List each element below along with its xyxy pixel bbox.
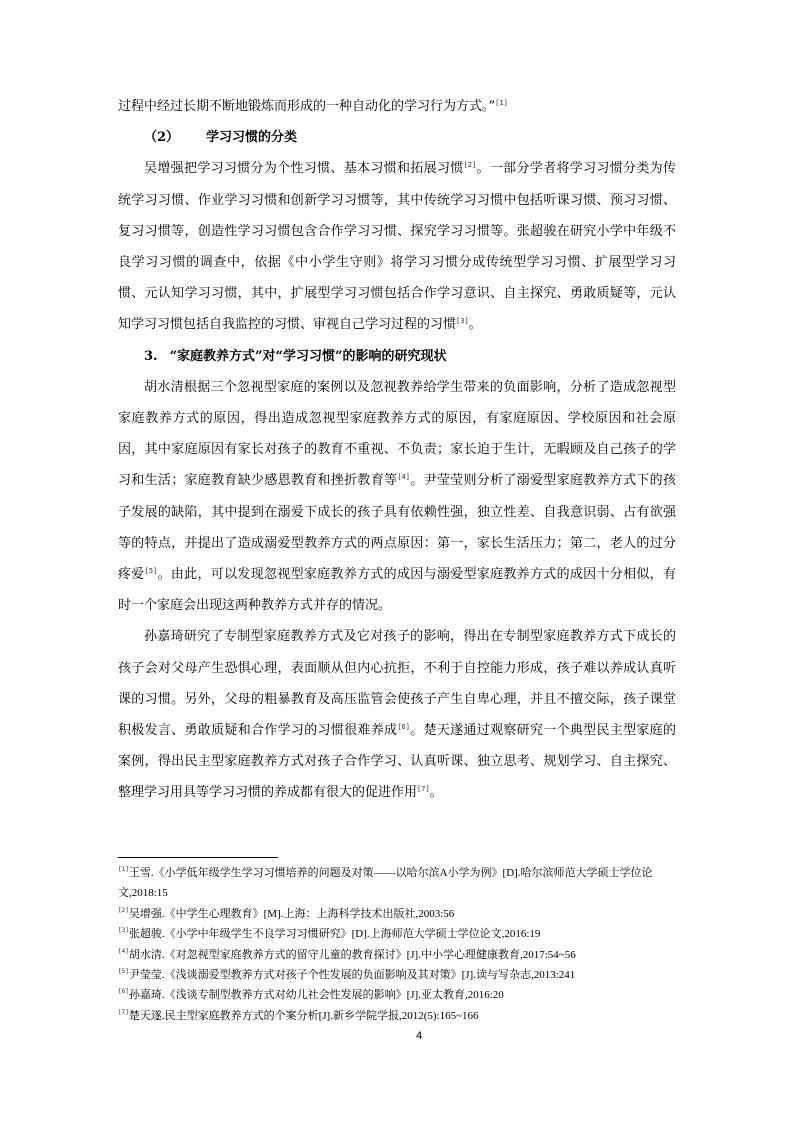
footnote-ref: [3] — [456, 317, 469, 326]
footnote-item — [118, 904, 676, 924]
footnote-mark: [7] — [118, 1008, 129, 1016]
footnote-ref: [6] — [397, 723, 410, 732]
section-number: 3. — [144, 348, 158, 364]
paragraph-text: 。由此，可以发现忽视型家庭教养方式的成因与溺爱型家庭教养方式的成因十分相似，有时一个家庭会出现这两种教养方式并存的情况。 — [118, 567, 676, 614]
main-text — [118, 91, 676, 809]
footnote-ref: [1] — [495, 99, 508, 107]
footnote-item — [118, 863, 676, 904]
paragraph-text: 胡水清根据三个忽视型家庭的案例以及忽视教养给学生带来的负面影响，分析了造成忽视型家庭教养方式的原因，得出造成忽视型家庭教养方式的原因，有家庭原因、学校原因和社会原因，其中家庭原因有家长对孩子的教育不重视、不负责；家长迫于生计，无暇顾及自己孩子的学习和生活；家庭教育缺少感恩教育和挫折教育等 — [118, 379, 676, 489]
footnote-ref: [7] — [417, 785, 430, 794]
page-number: 4 — [415, 1030, 423, 1042]
footnote-mark: [6] — [118, 988, 129, 996]
section-title: “家庭教养方式”对“学习习惯”的影响的研究现状 — [169, 348, 447, 364]
footnotes — [118, 863, 676, 1026]
paragraph-text: 。楚天遂通过观察研究一个典型民主型家庭的案例，得出民主型家庭教养方式对孩子合作学习、认真听课、独立思考、规划学习、自主探究、整理学习用具等学习习惯的养成都有很大的促进作用 — [118, 723, 676, 801]
opening-line — [118, 91, 676, 122]
paragraph-text: 。 — [468, 317, 482, 333]
footnote-item — [118, 924, 676, 944]
footnote-text: 吴增强.《中学生心理教育》[M].上海：上海科学技术出版社,2003:56 — [128, 907, 455, 920]
footnote-item — [118, 945, 676, 965]
paragraph-text: 。 — [429, 785, 443, 801]
footnote-item — [118, 965, 676, 985]
footnote-ref: [4] — [397, 473, 410, 482]
paragraph-text: 吴增强把学习习惯分为个性习惯、基本习惯和拓展习惯 — [144, 161, 464, 177]
footnote-item — [118, 1006, 676, 1026]
paragraph-text: 。尹莹莹则分析了溺爱型家庭教养方式下的孩子发展的缺陷，其中提到在溺爱下成长的孩子具有依赖性强，独立性差、自我意识弱、占有欲强等的特点，并提出了造成溺爱型教养方式的两点原因：第一，家长生活压力；第二，老人的过分疼爱 — [118, 473, 676, 583]
paragraph-classification — [118, 153, 676, 340]
footnote-text: 王雪.《小学低年级学生学习习惯培养的问题及对策——以哈尔滨A小学为例》[D].哈尔滨师范大学硕士学位论文,2018:15 — [118, 867, 653, 900]
footnote-text: 楚天遂.民主型家庭教养方式的个案分析[J].新乡学院学报,2012(5):165~166 — [128, 1009, 479, 1022]
paragraph-authoritarian-democratic — [118, 621, 676, 808]
footnote-mark: [5] — [118, 968, 129, 976]
section-title: 学习习惯的分类 — [206, 130, 298, 146]
footnote-ref: [2] — [463, 161, 477, 170]
paragraph-neglect-indulgent — [118, 372, 676, 622]
footnote-mark: [2] — [118, 906, 129, 914]
footnote-separator — [118, 857, 278, 858]
footnote-item — [118, 985, 676, 1005]
section-heading-research-status — [118, 341, 676, 372]
footnote-ref: [5] — [144, 567, 158, 576]
footnote-text: 孙嘉琦.《浅谈专制型教养方式对幼儿社会性发展的影响》[J].亚太教育,2016:20 — [128, 989, 504, 1002]
footnote-text: 尹莹莹.《浅谈溺爱型教养方式对孩子个性发展的负面影响及其对策》[J].读与写杂志,2013:241 — [128, 969, 576, 982]
footnote-text: 胡水清.《对忽视型家庭教养方式的留守儿童的教育探讨》[J].中小学心理健康教育,2017:54~56 — [128, 948, 576, 961]
opening-line-text: 过程中经过长期不断地锻炼而形成的一种自动化的学习行为方式。” — [118, 99, 496, 114]
footnote-text: 张超骏.《小学中年级学生不良学习习惯研究》[D].上海师范大学硕士学位论文,2016:19 — [128, 928, 541, 941]
paragraph-text: 孙嘉琦研究了专制型家庭教养方式及它对孩子的影响，得出在专制型家庭教养方式下成长的孩子会对父母产生恐惧心理，表面顺从但内心抗拒，不利于自控能力形成，孩子难以养成认真听课的习惯。另外，父母的粗暴教育及高压监管会使孩子产生自卑心理，并且不擅交际，孩子课堂积极发言、勇敢质疑和合作学习的习惯很难养成 — [118, 629, 676, 739]
footnote-mark: [3] — [118, 927, 129, 935]
paragraph-text: 。一部分学者将学习习惯分类为传统学习习惯、作业学习习惯和创新学习习惯等，其中传统学习习惯中包括听课习惯、预习习惯、复习习惯等，创造性学习习惯包含合作学习习惯、探究学习习惯等。张超骏在研究小学中年级不良学习习惯的调查中，依据《中小学生守则》将学习习惯分成传统型学习习惯、扩展型学习习惯、元认知学习习惯，其中，扩展型学习习惯包括合作学习意识、自主探究、勇敢质疑等，元认知学习习惯包括自我监控的习惯、审视自己学习过程的习惯 — [118, 161, 676, 333]
footnote-mark: [4] — [118, 947, 129, 955]
footnote-mark: [1] — [118, 866, 129, 873]
section-number: （2） — [144, 130, 180, 146]
section-heading-classification — [118, 122, 676, 153]
